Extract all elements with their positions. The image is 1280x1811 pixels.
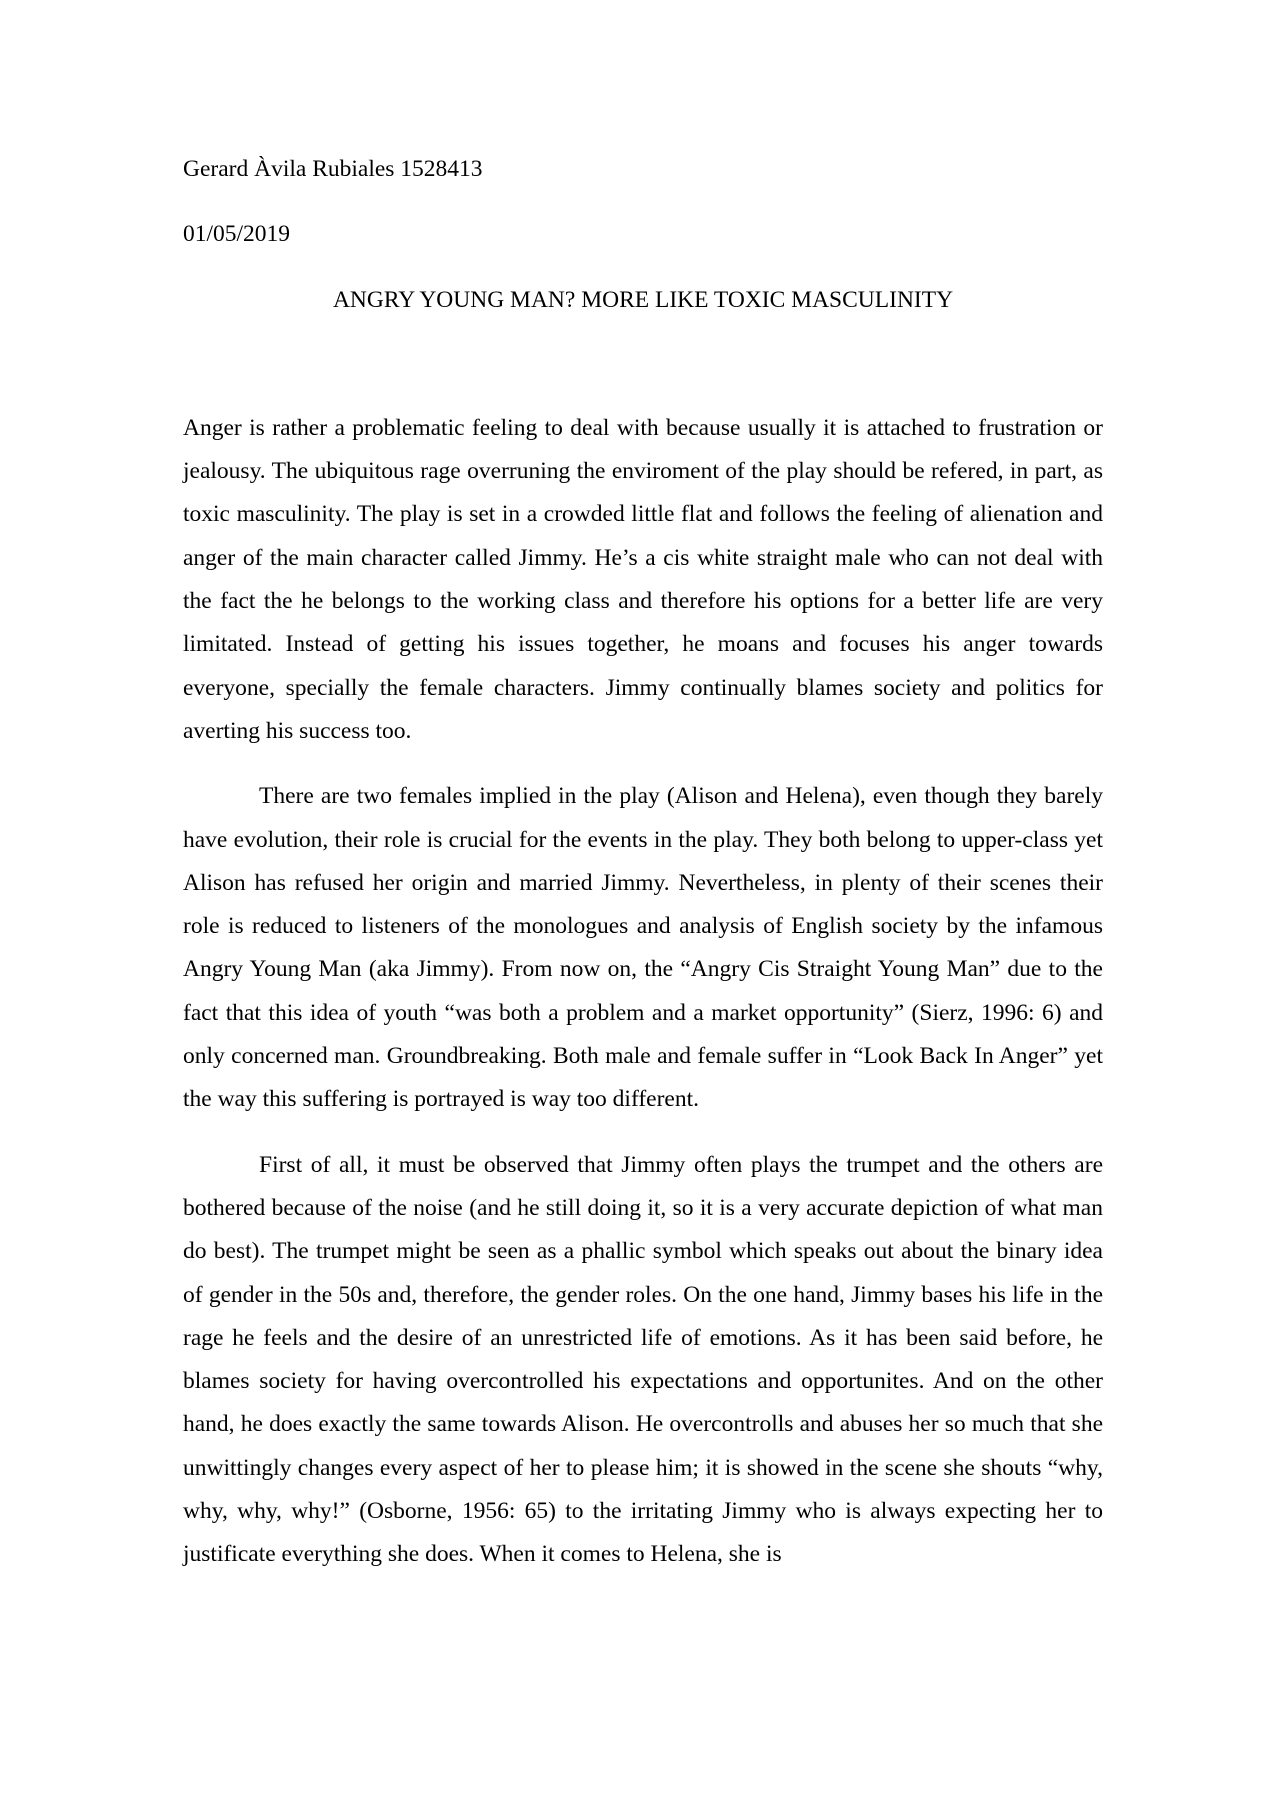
document-title: ANGRY YOUNG MAN? MORE LIKE TOXIC MASCULINITY [332,286,954,313]
author-line: Gerard Àvila Rubiales 1528413 [183,156,483,182]
paragraph-1: Anger is rather a problematic feeling to deal with because usually it is attached to frustration or jealousy. The ubiquitous rage overruning the enviroment of the play should be refered, in part, as toxic masculinity. The play is set in a crowded little flat and follows the feeling of alienation and anger of the main character called Jimmy. He’s a cis white straight male who can not deal with the fact the he belongs to the working class and therefore his options for a better life are very limitated. Instead of getting his issues together, he moans and focuses his anger towards everyone, specially the female characters. Jimmy continually blames society and politics for averting his success too. [183,414,1103,744]
document-body [183,148,1103,1599]
paragraph-3: First of all, it must be observed that Jimmy often plays the trumpet and the others are bothered because of the noise (and he still doing it, so it is a very accurate depiction of what man do best). The trumpet might be seen as a phallic symbol which speaks out about the binary idea of gender in the 50s and, therefore, the gender roles. On the one hand, Jimmy bases his life in the rage he feels and the desire of an unrestricted life of emotions. As it has been said before, he blames society for having overcontrolled his expectations and opportunites. And on the other hand, he does exactly the same towards Alison. He overcontrolls and abuses her so much that she unwittingly changes every aspect of her to please him; it is showed in the scene she shouts “why, why, why, why!” (Osborne, 1956: 65) to the irritating Jimmy who is always expecting her to justificate everything she does. When it comes to Helena, she is [183,1151,1103,1568]
date-line: 01/05/2019 [183,221,291,248]
paragraph-2: There are two females implied in the play (Alison and Helena), even though they barely have evolution, their role is crucial for the events in the play. They both belong to upper-class yet Alison has refused her origin and married Jimmy. Nevertheless, in plenty of their scenes their role is reduced to listeners of the monologues and analysis of English society by the infamous Angry Young Man (aka Jimmy). From now on, the “Angry Cis Straight Young Man” due to the fact that this idea of youth “was both a problem and a market opportunity” (Sierz, 1996: 6) and only concerned man. Groundbreaking. Both male and female suffer in “Look Back In Anger” yet the way this suffering is portrayed is way too different. [183,783,1103,1113]
